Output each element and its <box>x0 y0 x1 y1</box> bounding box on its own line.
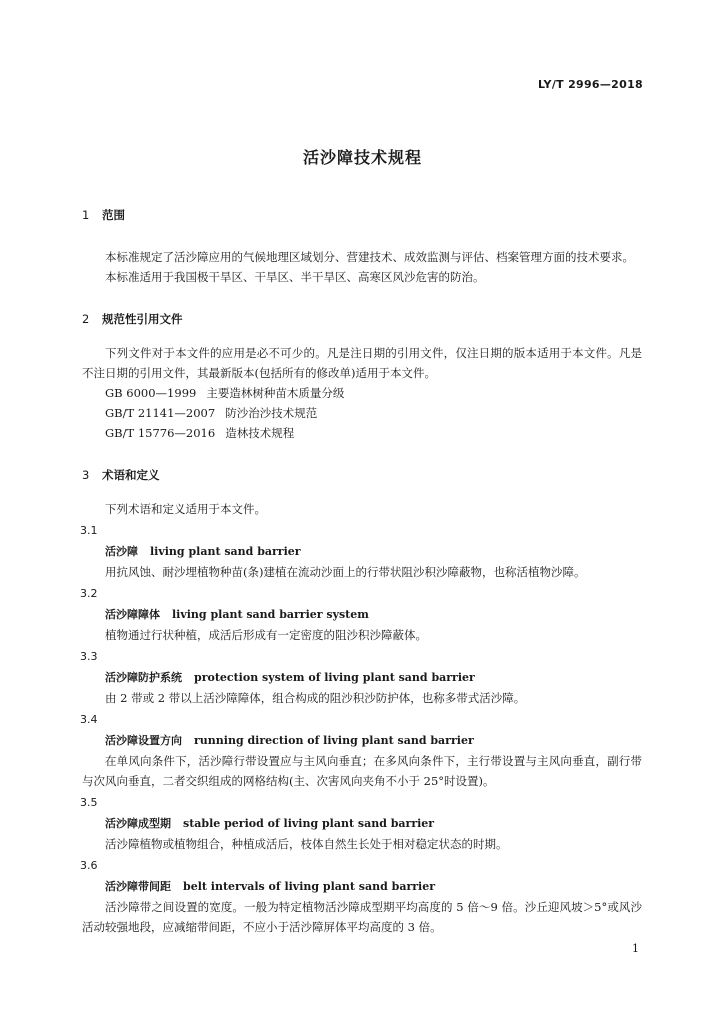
term-number: 3.3 <box>80 650 98 663</box>
reference-item <box>82 423 642 443</box>
term-entry <box>82 793 642 854</box>
term-number: 3.5 <box>80 796 98 809</box>
term-english: running direction of living plant sand barrier <box>194 734 474 747</box>
section-number: 1 <box>82 208 90 222</box>
term-number: 3.1 <box>80 524 98 537</box>
term-definition: 活沙障植物或植物组合，种植成活后，枝体自然生长处于相对稳定状态的时期。 <box>105 837 508 851</box>
term-definition: 在单风向条件下，活沙障行带设置应与主风向垂直；在多风向条件下，主行带设置与主风向垂直，副行带与次风向垂直，二者交织组成的网格结构(主、次害风向夹角不小于 25°时设置)。 <box>82 754 642 788</box>
term-english: belt intervals of living plant sand barrier <box>183 880 436 893</box>
term-number: 3.2 <box>80 587 98 600</box>
term-entry <box>82 647 642 708</box>
term-definition: 活沙障带之间设置的宽度。一般为特定植物活沙障成型期平均高度的 5 倍～9 倍。沙丘迎风坡＞5°或风沙活动较强地段，应减缩带间距，不应小于活沙障屏体平均高度的 3 倍。 <box>82 900 642 934</box>
term-english: living plant sand barrier <box>150 545 301 558</box>
section-2-intro: 下列文件对于本文件的应用是必不可少的。凡是注日期的引用文件，仅注日期的版本适用于本文件。凡是不注日期的引用文件，其最新版本(包括所有的修改单)适用于本文件。 <box>82 346 642 380</box>
section-1-paragraph: 本标准适用于我国极干旱区、干旱区、半干旱区、高寒区风沙危害的防治。 <box>105 270 485 284</box>
term-definition: 由 2 带或 2 带以上活沙障障体，组合构成的阻沙积沙防护体，也称多带式活沙障。 <box>105 691 526 705</box>
reference-code: GB 6000—1999 <box>105 386 197 400</box>
document-body <box>82 205 642 937</box>
section-number: 3 <box>82 468 90 482</box>
term-english: living plant sand barrier system <box>172 608 369 621</box>
reference-name: 防沙治沙技术规范 <box>225 406 318 420</box>
term-entry <box>82 856 642 937</box>
term-english: stable period of living plant sand barrier <box>183 817 435 830</box>
term-chinese: 活沙障带间距 <box>105 880 171 893</box>
section-3-heading <box>82 465 642 485</box>
term-chinese: 活沙障障体 <box>105 608 160 621</box>
section-1-heading <box>82 205 642 225</box>
section-title: 规范性引用文件 <box>102 312 183 326</box>
term-chinese: 活沙障 <box>105 545 138 558</box>
reference-item <box>82 383 642 403</box>
reference-name: 造林技术规程 <box>225 426 295 440</box>
page-number: 1 <box>632 942 639 955</box>
term-entry <box>82 521 642 582</box>
term-chinese: 活沙障防护系统 <box>105 671 182 684</box>
reference-name: 主要造林树种苗木质量分级 <box>206 386 345 400</box>
standard-code: LY/T 2996—2018 <box>537 78 643 91</box>
section-1-paragraph: 本标准规定了活沙障应用的气候地理区域划分、营建技术、成效监测与评估、档案管理方面的技术要求。 <box>105 250 634 264</box>
term-definition: 植物通过行状种植，成活后形成有一定密度的阻沙积沙障蔽体。 <box>105 628 427 642</box>
reference-item <box>82 403 642 423</box>
term-number: 3.4 <box>80 713 98 726</box>
term-definition: 用抗风蚀、耐沙埋植物种苗(条)建植在流动沙面上的行带状阻沙积沙障蔽物，也称活植物沙障。 <box>105 565 586 579</box>
section-2-heading <box>82 309 642 329</box>
term-entry <box>82 710 642 791</box>
term-chinese: 活沙障设置方向 <box>105 734 182 747</box>
section-number: 2 <box>82 312 90 326</box>
section-3-intro: 下列术语和定义适用于本文件。 <box>105 502 266 516</box>
section-title: 范围 <box>102 208 125 222</box>
term-english: protection system of living plant sand barrier <box>194 671 475 684</box>
section-title: 术语和定义 <box>102 468 160 482</box>
term-entry <box>82 584 642 645</box>
reference-code: GB/T 15776—2016 <box>105 426 216 440</box>
reference-code: GB/T 21141—2007 <box>105 406 216 420</box>
term-number: 3.6 <box>80 859 98 872</box>
term-chinese: 活沙障成型期 <box>105 817 171 830</box>
document-title: 活沙障技术规程 <box>302 148 422 167</box>
